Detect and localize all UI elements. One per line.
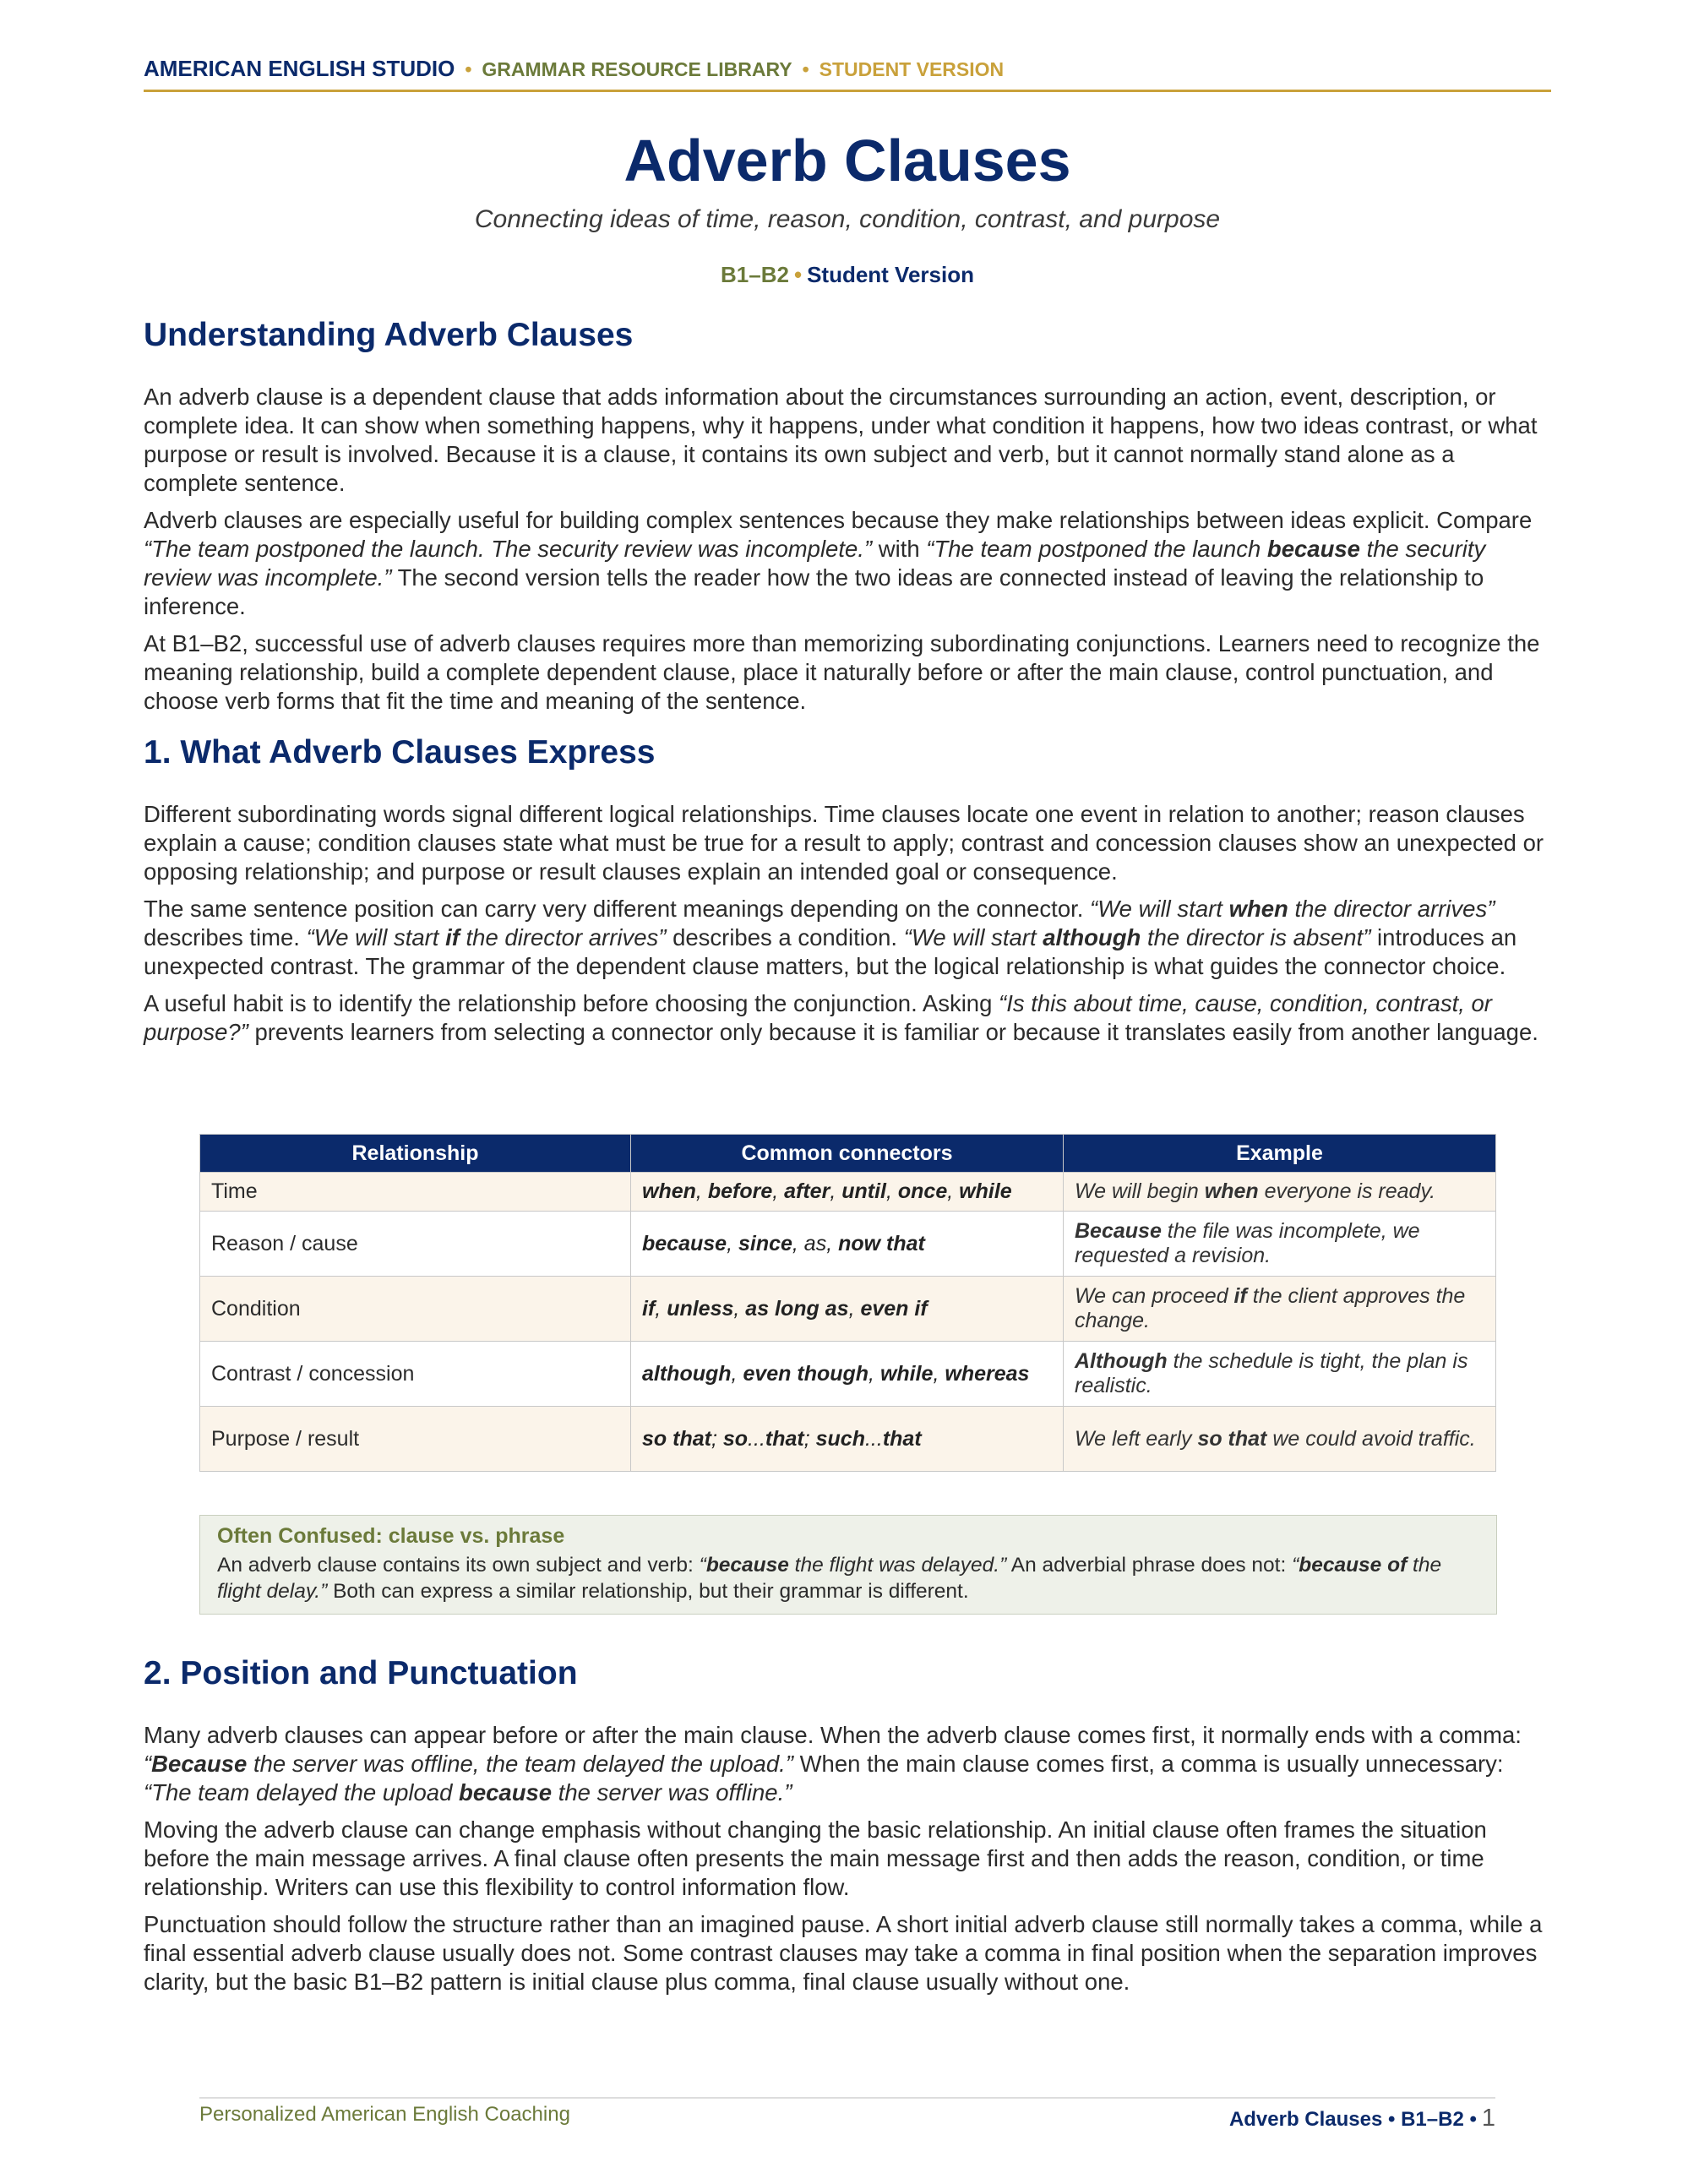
paragraph: Moving the adverb clause can change emphasis without changing the basic relationship. An initial clause often frames the situation before the main message arrives. A final clause often presents the main message first and then adds the reason, condition, or time relationship. Writers can use this flexibility to control information flow. — [144, 1816, 1487, 1900]
section-position-punctuation — [144, 1656, 1551, 2005]
footer-divider — [199, 2097, 1495, 2099]
paragraph: An adverb clause is a dependent clause that adds information about the circumstances surrounding an action, event, description, or complete idea. It can show when something happens, why it happens, under what condition it happens, how two ideas contrast, or what purpose or result is involved. Because it is a clause, it contains its own subject and verb, but it cannot normally stand alone as a complete sentence. — [144, 383, 1538, 496]
section-understanding — [144, 318, 1551, 724]
header-separator: • — [802, 58, 809, 80]
level-line — [144, 262, 1551, 288]
header-org: AMERICAN ENGLISH STUDIO — [144, 56, 455, 81]
header-library: GRAMMAR RESOURCE LIBRARY — [482, 58, 792, 80]
paragraph: Punctuation should follow the structure rather than an imagined pause. A short initial adverb clause still normally takes a comma, while a final essential adverb clause usually does not. Some contrast clauses may take a comma in final position when the separation improves clarity, but the basic B1–B2 pattern is initial clause plus comma, final clause usually without one. — [144, 1910, 1543, 1995]
paragraph: Different subordinating words signal different logical relationships. Time clauses locate one event in relation to another; reason clauses explain a cause; condition clauses state what must be true for a result to apply; contrast and concession clauses show an unexpected or opposing relationship; and purpose or result clauses explain an intended goal or consequence. — [144, 800, 1544, 885]
relationship-cell: Contrast / concession — [200, 1342, 631, 1407]
section-heading: 2. Position and Punctuation — [144, 1655, 578, 1691]
page-title: Adverb Clauses — [623, 128, 1071, 193]
level-label: B1–B2 — [721, 262, 789, 287]
paragraph: Adverb clauses are especially useful for building complex sentences because they make relationships between ideas explicit. Compare “The team postponed the launch. The security review was incomplete.” with “The team postponed the launch because the security review was incomplete.” The second version tells the reader how the two ideas are connected instead of leaving the relationship to inference. — [144, 506, 1533, 619]
header-version: STUDENT VERSION — [819, 58, 1005, 80]
level-dot: • — [793, 262, 803, 287]
connectors-table — [199, 1134, 1496, 1472]
paragraph: The same sentence position can carry very different meanings depending on the connector. “We will start when the director arrives” describes time. “We will start if the director arrives” describes a condition. “We will start although the director is absent” introduces an unexpected contrast. The grammar of the dependent clause matters, but the logical relationship is what guides the connector choice. — [144, 895, 1517, 979]
table-header-row — [200, 1135, 1496, 1173]
often-confused-callout — [199, 1515, 1497, 1615]
connectors-cell: so that; so...that; such...that — [631, 1407, 1064, 1472]
example-cell: We can proceed if the client approves the change. — [1064, 1277, 1496, 1342]
connectors-cell: although, even though, while, whereas — [631, 1342, 1064, 1407]
column-header: Relationship — [200, 1135, 631, 1173]
callout-body: An adverb clause contains its own subject and verb: “because the flight was delayed.” An adverbial phrase does not: “because of the flight delay.” Both can express a similar relationship, but their grammar is different. — [217, 1554, 1442, 1603]
relationship-cell: Reason / cause — [200, 1212, 631, 1277]
paragraph: Many adverb clauses can appear before or after the main clause. When the adverb clause comes first, it normally ends with a comma: “Because the server was offline, the team delayed the upload.” When the main clause comes first, a comma is usually unnecessary: “The team delayed the upload because the server was offline.” — [144, 1721, 1522, 1805]
table-row — [200, 1407, 1496, 1472]
relationship-cell: Condition — [200, 1277, 631, 1342]
callout-title: Often Confused: clause vs. phrase — [217, 1524, 565, 1548]
version-label: Student Version — [807, 262, 974, 287]
connectors-cell: because, since, as, now that — [631, 1212, 1064, 1277]
table-row — [200, 1277, 1496, 1342]
column-header: Example — [1064, 1135, 1496, 1173]
connectors-cell: when, before, after, until, once, while — [631, 1173, 1064, 1212]
paragraph: At B1–B2, successful use of adverb clauses requires more than memorizing subordinating conjunctions. Learners need to recognize the meaning relationship, build a complete dependent clause, place it naturally before or after the main clause, control punctuation, and choose verb forms that fit the time and meaning of the sentence. — [144, 629, 1540, 714]
footer-right: Adverb Clauses • B1–B2 • 1 — [1228, 2105, 1495, 2132]
example-cell: Although the schedule is tight, the plan is realistic. — [1064, 1342, 1496, 1407]
running-header — [144, 56, 1551, 92]
header-separator: • — [465, 58, 472, 80]
page-number: 1 — [1481, 2105, 1495, 2132]
paragraph: A useful habit is to identify the relationship before choosing the conjunction. Asking “Is this about time, cause, condition, contrast, or purpose?” prevents learners from selecting a connector only because it is familiar or because it translates easily from another language. — [144, 989, 1538, 1045]
table-row — [200, 1173, 1496, 1212]
relationship-cell: Purpose / result — [200, 1407, 631, 1472]
column-header: Common connectors — [631, 1135, 1064, 1173]
table-row — [200, 1342, 1496, 1407]
section-what-express — [144, 735, 1551, 1055]
section-heading: Understanding Adverb Clauses — [144, 317, 634, 353]
relationship-cell: Time — [200, 1173, 631, 1212]
connectors-cell: if, unless, as long as, even if — [631, 1277, 1064, 1342]
page-subtitle: Connecting ideas of time, reason, condition, contrast, and purpose — [474, 205, 1221, 233]
table-row — [200, 1212, 1496, 1277]
example-cell: We left early so that we could avoid traffic. — [1064, 1407, 1496, 1472]
example-cell: We will begin when everyone is ready. — [1064, 1173, 1496, 1212]
example-cell: Because the file was incomplete, we requested a revision. — [1064, 1212, 1496, 1277]
section-heading: 1. What Adverb Clauses Express — [144, 734, 656, 771]
footer-left: Personalized American English Coaching — [199, 2103, 570, 2126]
